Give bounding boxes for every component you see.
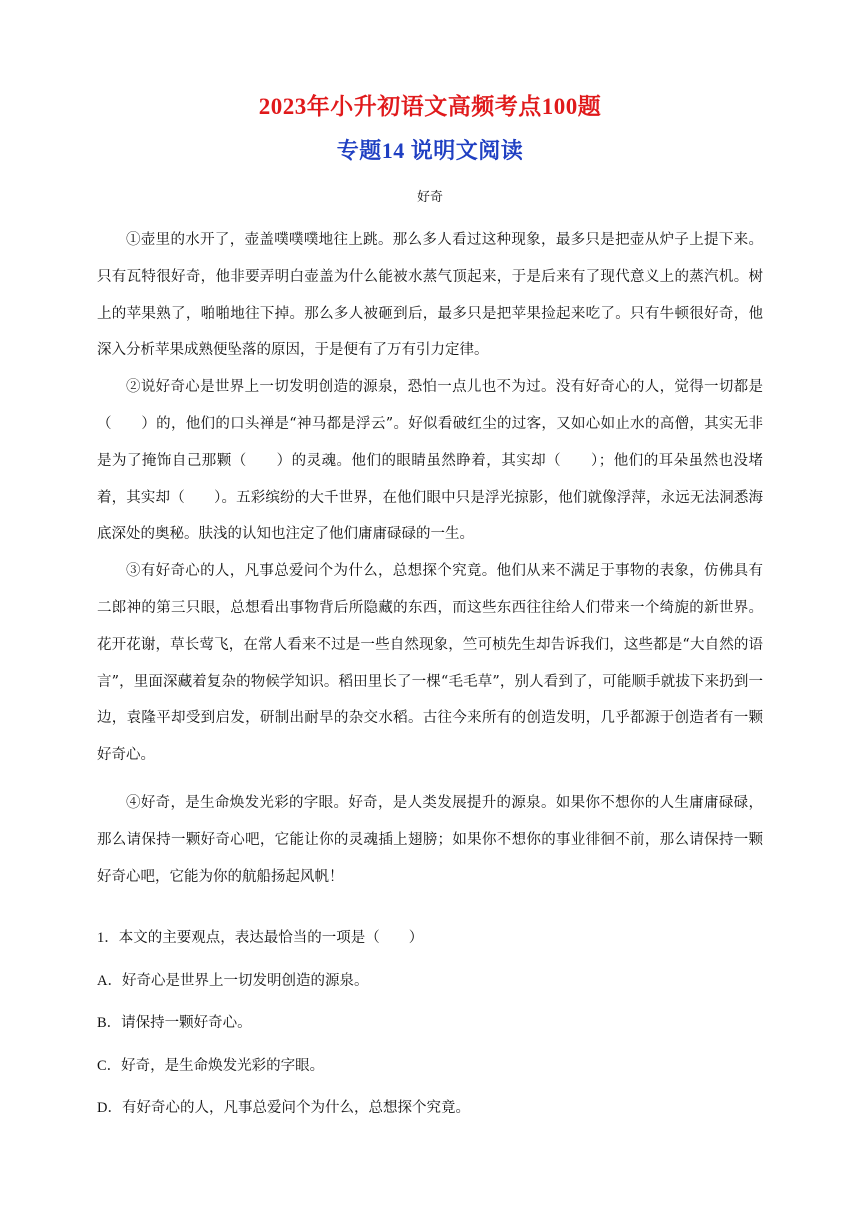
option-b: B．请保持一颗好奇心。 — [97, 1015, 252, 1032]
option-d: D．有好奇心的人，凡事总爱问个为什么，总想探个究竟。 — [97, 1100, 470, 1117]
option-c: C．好奇，是生命焕发光彩的字眼。 — [97, 1057, 325, 1074]
option-a: A．好奇心是世界上一切发明创造的源泉。 — [97, 972, 369, 989]
document-subtitle: 专题14 说明文阅读 — [336, 138, 524, 163]
article-title: 好奇 — [416, 190, 443, 205]
document-title: 2023年小升初语文高频考点100题 — [258, 94, 602, 119]
paragraph-3: ③有好奇心的人，凡事总爱问个为什么，总想探个究竟。他们从来不满足于事物的表象，仿佛具有二郎神的第三只眼，总想看出事物背后所隐藏的东西，而这些东西往往给人们带来一个绮旎的新世界。花开花谢，草长莺飞，在常人看来不过是一些自然现象，竺可桢先生却告诉我们，这些都是“大自然的语言”，里面深藏着复杂的物候学知识。稻田里长了一棵“毛毛草”，别人看到了，可能顺手就拔下来扔到一边，袁隆平却受到启发，研制出耐旱的杂交水稻。古往今来所有的创造发明，几乎都源于创造者有一颗好奇心。 — [97, 563, 763, 764]
question-block — [97, 926, 763, 1139]
paragraph-4: ④好奇，是生命焕发光彩的字眼。好奇，是人类发展提升的源泉。如果你不想你的人生庸庸碌碌，那么请保持一颗好奇心吧，它能让你的灵魂插上翅膀；如果你不想你的事业徘徊不前，那么请保持一颗好奇心吧，它能为你的航船扬起风帆！ — [97, 794, 763, 885]
question-stem: 1．本文的主要观点，表达最恰当的一项是（ ） — [97, 930, 424, 946]
article-body — [97, 222, 763, 895]
paragraph-2: ②说好奇心是世界上一切发明创造的源泉，恐怕一点儿也不为过。没有好奇心的人，觉得一切都是（ ）的，他们的口头禅是“神马都是浮云”。好似看破红尘的过客，又如心如止水的高僧，其实无非是为了掩饰自己那颗（ ）的灵魂。他们的眼睛虽然睁着，其实却（ ）；他们的耳朵虽然也没堵着，其实却（ ）。五彩缤纷的大千世界，在他们眼中只是浮光掠影，他们就像浮萍，永远无法洞悉海底深处的奥秘。肤浅的认知也注定了他们庸庸碌碌的一生。 — [97, 379, 763, 543]
paragraph-1: ①壶里的水开了，壶盖噗噗噗地往上跳。那么多人看过这种现象，最多只是把壶从炉子上提下来。只有瓦特很好奇，他非要弄明白壶盖为什么能被水蒸气顶起来，于是后来有了现代意义上的蒸汽机。树上的苹果熟了，啪啪地往下掉。那么多人被砸到后，最多只是把苹果捡起来吃了。只有牛顿很好奇，他深入分析苹果成熟便坠落的原因，于是便有了万有引力定律。 — [97, 232, 763, 359]
